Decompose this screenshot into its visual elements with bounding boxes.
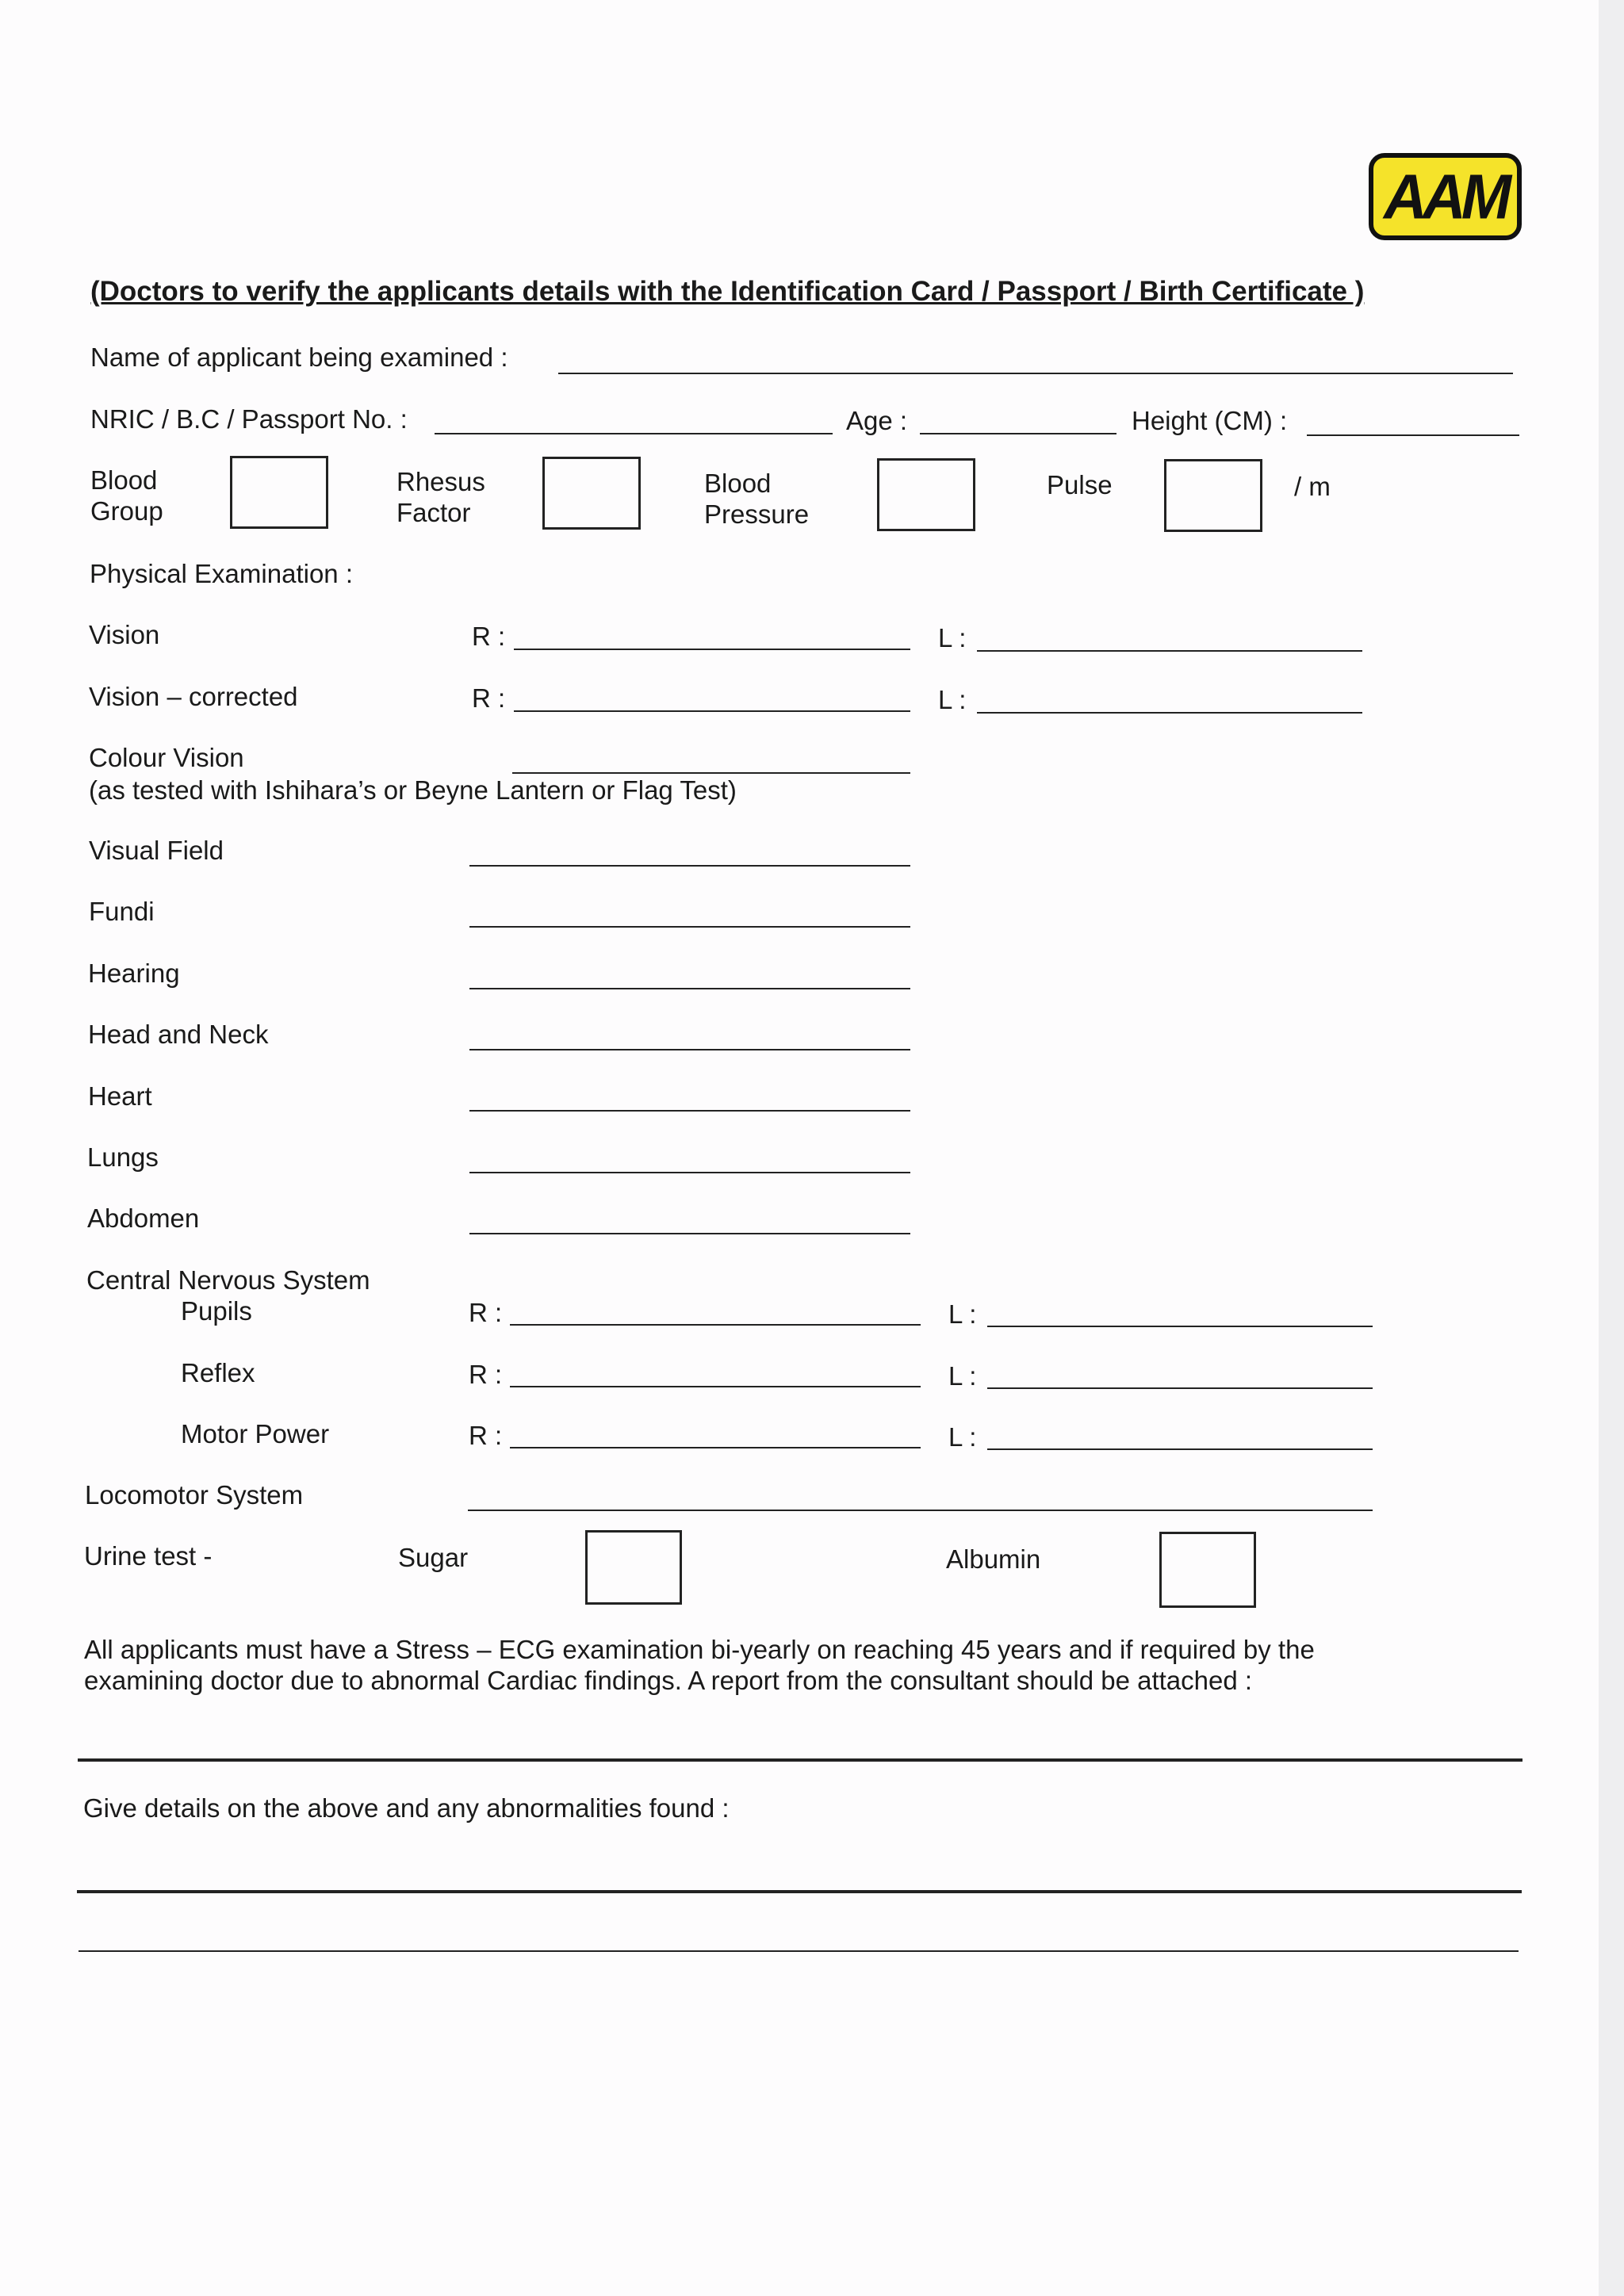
blood-pressure-label-2: Pressure (704, 499, 810, 529)
pupils-label: Pupils (181, 1296, 252, 1326)
fundi-label: Fundi (89, 897, 155, 926)
reflex-l-field[interactable] (987, 1387, 1373, 1389)
pupils-r-field[interactable] (510, 1324, 921, 1326)
visual-field-field[interactable] (469, 865, 910, 867)
colour-vision-label: Colour Vision (89, 743, 244, 772)
motor-power-l-label: L : (948, 1422, 977, 1452)
logo-text: AAM (1383, 161, 1507, 232)
albumin-box[interactable] (1159, 1532, 1256, 1608)
vision-l-field[interactable] (977, 650, 1362, 652)
height-label: Height (CM) : (1132, 406, 1288, 435)
pulse-label: Pulse (1047, 470, 1113, 499)
vision-corrected-r-field[interactable] (514, 710, 910, 712)
locomotor-field[interactable] (468, 1510, 1373, 1511)
head-neck-field[interactable] (469, 1049, 910, 1050)
details-field-line-2[interactable] (79, 1950, 1519, 1952)
vision-l-label: L : (938, 623, 967, 652)
visual-field-label: Visual Field (89, 836, 224, 865)
reflex-label: Reflex (181, 1358, 255, 1387)
details-label: Give details on the above and any abnormalities found : (83, 1793, 730, 1823)
motor-power-r-field[interactable] (510, 1447, 921, 1448)
blood-pressure-label-1: Blood (704, 469, 772, 498)
vision-corrected-label: Vision – corrected (89, 682, 298, 711)
cns-label: Central Nervous System (86, 1265, 370, 1295)
hearing-field[interactable] (469, 988, 910, 989)
blood-pressure-box[interactable] (877, 458, 975, 531)
heart-field[interactable] (469, 1110, 910, 1112)
age-label: Age : (846, 406, 908, 435)
name-field[interactable] (558, 373, 1513, 374)
colour-vision-note: (as tested with Ishihara’s or Beyne Lantern or Flag Test) (89, 775, 737, 805)
name-label: Name of applicant being examined : (90, 342, 508, 372)
rhesus-label-2: Factor (396, 498, 471, 527)
fundi-field[interactable] (469, 926, 910, 928)
page-edge (1599, 0, 1624, 2296)
hearing-label: Hearing (88, 959, 180, 988)
ecg-note-line-2: examining doctor due to abnormal Cardiac findings. A report from the consultant should be attached : (84, 1666, 1253, 1695)
reflex-l-label: L : (948, 1361, 977, 1391)
pupils-l-label: L : (948, 1299, 977, 1329)
nric-label: NRIC / B.C / Passport No. : (90, 404, 408, 434)
aam-logo (1369, 153, 1522, 240)
vision-r-field[interactable] (514, 649, 910, 650)
rhesus-factor-box[interactable] (542, 457, 641, 530)
vision-corrected-r-label: R : (472, 683, 506, 713)
ecg-note-line-1: All applicants must have a Stress – ECG examination bi-yearly on reaching 45 years and if required by the (84, 1635, 1315, 1664)
blood-group-label-2: Group (90, 496, 163, 526)
verification-instruction: (Doctors to verify the applicants details with the Identification Card / Passport / Birth Certificate ) (90, 276, 1365, 307)
pulse-box[interactable] (1164, 459, 1262, 532)
sugar-box[interactable] (585, 1530, 682, 1605)
vision-corrected-l-field[interactable] (977, 712, 1362, 714)
sugar-label: Sugar (398, 1543, 469, 1572)
vision-r-label: R : (472, 622, 506, 651)
motor-power-l-field[interactable] (987, 1448, 1373, 1450)
reflex-r-field[interactable] (510, 1386, 921, 1387)
pupils-l-field[interactable] (987, 1326, 1373, 1327)
rhesus-label-1: Rhesus (396, 467, 485, 496)
blood-group-label-1: Blood (90, 465, 158, 495)
reflex-r-label: R : (469, 1360, 503, 1389)
motor-power-label: Motor Power (181, 1419, 330, 1448)
vision-label: Vision (89, 620, 160, 649)
urine-test-label: Urine test - (84, 1541, 213, 1571)
motor-power-r-label: R : (469, 1421, 503, 1450)
details-field-line-1[interactable] (77, 1890, 1522, 1893)
age-field[interactable] (920, 433, 1116, 434)
nric-field[interactable] (435, 433, 833, 434)
physical-exam-title: Physical Examination : (90, 559, 353, 588)
vision-corrected-l-label: L : (938, 685, 967, 714)
blood-group-box[interactable] (230, 456, 328, 529)
head-neck-label: Head and Neck (88, 1020, 269, 1049)
locomotor-label: Locomotor System (85, 1480, 304, 1510)
ecg-report-field[interactable] (78, 1758, 1522, 1762)
height-field[interactable] (1307, 434, 1519, 436)
lungs-label: Lungs (87, 1142, 159, 1172)
pulse-unit: / m (1294, 472, 1331, 501)
colour-vision-field[interactable] (512, 772, 910, 774)
albumin-label: Albumin (946, 1544, 1041, 1574)
heart-label: Heart (88, 1081, 152, 1111)
abdomen-label: Abdomen (87, 1203, 200, 1233)
pupils-r-label: R : (469, 1298, 503, 1327)
lungs-field[interactable] (469, 1172, 910, 1173)
abdomen-field[interactable] (469, 1233, 910, 1234)
